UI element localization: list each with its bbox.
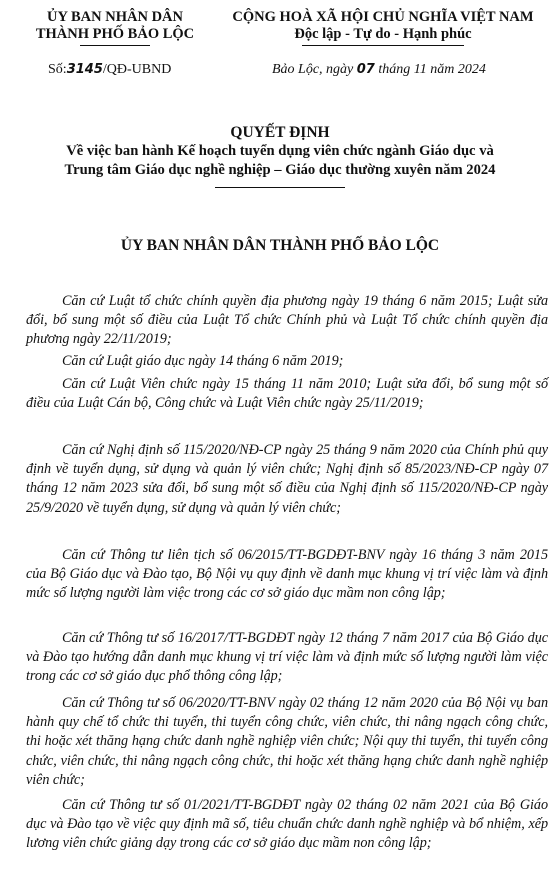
motto-underline	[302, 45, 464, 46]
agency-line1: ỦY BAN NHÂN DÂN	[46, 9, 183, 25]
document-date	[272, 61, 486, 79]
doc-number-prefix: Số:	[48, 62, 67, 77]
document-number	[48, 61, 171, 79]
legal-basis-paragraph-1: Căn cứ Luật tổ chức chính quyền địa phương ngày 19 tháng 6 năm 2015; Luật sửa đổi, bổ sung một số điều của Luật Tổ chức Chính phủ và Luật Tổ chức chính quyền địa phương ngày 22/11/2019;	[26, 293, 548, 348]
subject-underline	[215, 187, 345, 188]
document-subject-line1: Về việc ban hành Kế hoạch tuyển dụng viên chức ngành Giáo dục và	[66, 143, 494, 159]
date-prefix: Bảo Lộc, ngày	[272, 62, 354, 77]
issuing-authority: ỦY BAN NHÂN DÂN THÀNH PHỐ BẢO LỘC	[120, 237, 440, 254]
doc-number-handwritten: 3145	[66, 62, 103, 77]
legal-basis-paragraph-4: Căn cứ Nghị định số 115/2020/NĐ-CP ngày 25 tháng 9 năm 2020 của Chính phủ quy định về tuyển dụng, sử dụng và quản lý viên chức; Nghị định số 85/2023/NĐ-CP ngày 07 tháng 12 năm 2023 sửa đổi, bổ sung một số điều của Nghị định số 115/2020/NĐ-CP ngày 25/9/2020 về tuyển dụng, sử dụng và quản lý viên chức;	[26, 442, 548, 516]
legal-basis-paragraph-3: Căn cứ Luật Viên chức ngày 15 tháng 11 năm 2010; Luật sửa đổi, bổ sung một số điều của Luật Cán bộ, Công chức và Luật Viên chức ngày 25/11/2019;	[26, 376, 548, 412]
legal-basis-paragraph-7: Căn cứ Thông tư số 06/2020/TT-BNV ngày 02 tháng 12 năm 2020 của Bộ Nội vụ ban hành quy chế tổ chức thi tuyển, thi tuyển công chức, viên chức, thi nâng ngạch công chức, thi hoặc xét thăng hạng chức danh nghề nghiệp viên chức; Nội quy thi tuyển, thi tuyển công chức, viên chức, thi nâng ngạch công chức, thi hoặc xét thăng hạng chức danh nghề nghiệp viên chức;	[26, 695, 548, 788]
date-suffix: tháng 11 năm 2024	[378, 62, 486, 77]
agency-name	[10, 9, 220, 43]
document-title: QUYẾT ĐỊNH	[230, 124, 330, 141]
national-header	[208, 9, 558, 43]
national-motto-line1: CỘNG HOÀ XÃ HỘI CHỦ NGHĨA VIỆT NAM	[232, 9, 534, 25]
legal-basis-paragraph-8: Căn cứ Thông tư số 01/2021/TT-BGDĐT ngày 02 tháng 02 năm 2021 của Bộ Giáo dục và Đào tạo về việc quy định mã số, tiêu chuẩn chức danh nghề nghiệp và bổ nhiệm, xếp lương viên chức giảng dạy trong các cơ sở giáo dục mầm non công lập;	[26, 797, 548, 852]
doc-number-suffix: /QĐ-UBND	[102, 62, 172, 77]
date-day-handwritten: 07	[356, 62, 375, 77]
agency-underline	[80, 45, 150, 46]
agency-line2: THÀNH PHỐ BẢO LỘC	[35, 26, 195, 42]
document-subject-line2: Trung tâm Giáo dục nghề nghiệp – Giáo dục thường xuyên năm 2024	[64, 162, 496, 178]
national-motto-line2: Độc lập - Tự do - Hạnh phúc	[294, 26, 472, 42]
legal-basis-paragraph-2: Căn cứ Luật giáo dục ngày 14 tháng 6 năm 2019;	[62, 353, 344, 369]
legal-basis-paragraph-5: Căn cứ Thông tư liên tịch số 06/2015/TT-BGDĐT-BNV ngày 16 tháng 3 năm 2015 của Bộ Giáo dục và Đào tạo, Bộ Nội vụ quy định về danh mục khung vị trí việc làm và định mức số lượng người làm việc trong các cơ sở giáo dục mầm non công lập;	[26, 547, 548, 602]
legal-basis-paragraph-6: Căn cứ Thông tư số 16/2017/TT-BGDĐT ngày 12 tháng 7 năm 2017 của Bộ Giáo dục và Đào tạo hướng dẫn danh mục khung vị trí việc làm và định mức số lượng người làm việc trong các cơ sở giáo dục phổ thông công lập;	[26, 630, 548, 685]
